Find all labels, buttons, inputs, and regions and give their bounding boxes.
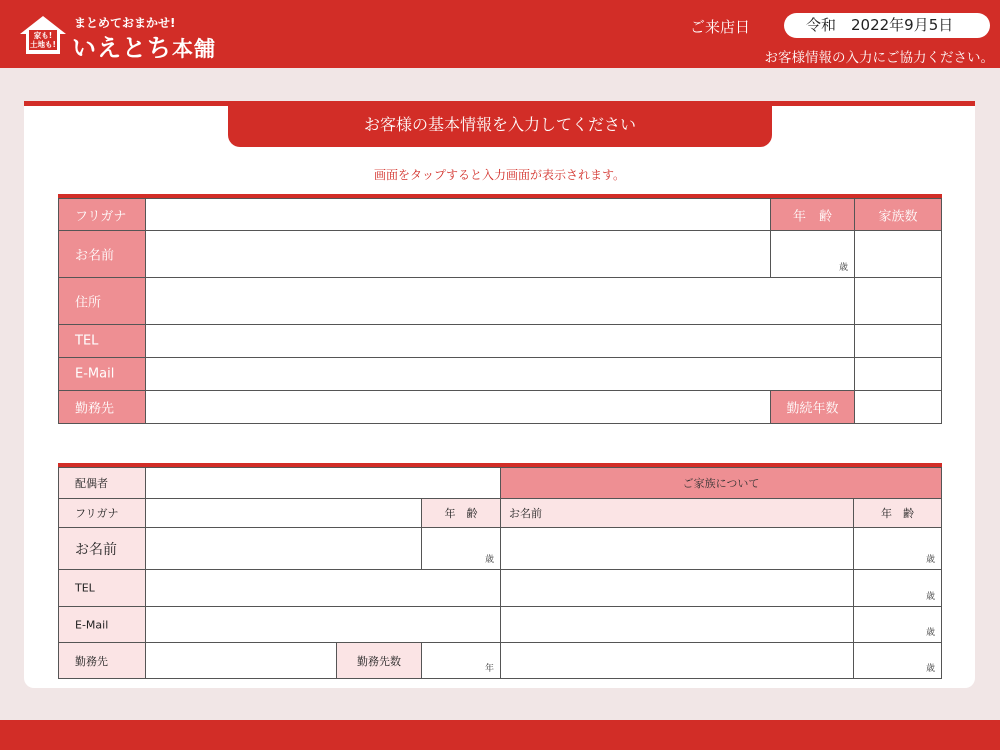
email-label: E-Mail xyxy=(58,357,146,391)
logo-brand-name: いえとち xyxy=(72,34,172,62)
age-input[interactable]: 歳 xyxy=(770,230,855,278)
spouse-furigana-input[interactable] xyxy=(145,498,422,528)
family-member-3-name[interactable] xyxy=(500,606,854,643)
workplace-input[interactable] xyxy=(145,390,771,424)
spouse-years-label: 勤務先数 xyxy=(336,642,422,679)
family-count-label: 家族数 xyxy=(854,198,942,231)
address-input[interactable] xyxy=(145,277,855,325)
customer-form-card xyxy=(24,101,975,688)
furigana-label: フリガナ xyxy=(58,198,146,231)
visit-date-field[interactable]: 令和 2022年9月5日 xyxy=(784,13,990,38)
logo-brand-suffix: 本舗 xyxy=(172,37,216,61)
family-member-2-name[interactable] xyxy=(500,569,854,607)
family-count-extra-3[interactable] xyxy=(854,357,942,391)
workplace-label: 勤務先 xyxy=(58,390,146,424)
family-age-header: 年 齢 xyxy=(853,498,942,528)
family-member-4-name[interactable] xyxy=(500,642,854,679)
furigana-input[interactable] xyxy=(145,198,771,231)
family-info-table xyxy=(58,463,942,678)
top-bar xyxy=(0,0,1000,68)
family-count-extra-2[interactable] xyxy=(854,324,942,358)
years-employed-label: 勤続年数 xyxy=(770,390,855,424)
family-member-3-age[interactable]: 歳 xyxy=(853,606,942,643)
email-input[interactable] xyxy=(145,357,855,391)
logo-brand xyxy=(72,28,216,63)
spouse-age-label: 年 齢 xyxy=(421,498,501,528)
basic-info-table xyxy=(58,194,942,423)
spouse-workplace-label: 勤務先 xyxy=(58,642,146,679)
spouse-furigana-label: フリガナ xyxy=(58,498,146,528)
tel-label: TEL xyxy=(58,324,146,358)
spouse-years-input[interactable]: 年 xyxy=(421,642,501,679)
name-input[interactable] xyxy=(145,230,771,278)
family-count-extra-1[interactable] xyxy=(854,277,942,325)
years-employed-input[interactable] xyxy=(854,390,942,424)
age-label: 年 齢 xyxy=(770,198,855,231)
house-logo-icon xyxy=(18,14,68,56)
visit-date-label: ご来店日 xyxy=(690,18,751,36)
spouse-workplace-input[interactable] xyxy=(145,642,337,679)
family-member-1-age[interactable]: 歳 xyxy=(853,527,942,570)
logo-badge: 家も! xyxy=(33,31,53,40)
spouse-email-label: E-Mail xyxy=(58,606,146,643)
bottom-bar xyxy=(0,720,1000,750)
family-member-1-name[interactable] xyxy=(500,527,854,570)
family-name-header: お名前 xyxy=(500,498,854,528)
family-member-2-age[interactable]: 歳 xyxy=(853,569,942,607)
name-label: お名前 xyxy=(58,230,146,278)
form-title: お客様の基本情報を入力してください xyxy=(228,106,772,147)
family-count-input[interactable] xyxy=(854,230,942,278)
spouse-email-input[interactable] xyxy=(145,606,501,643)
spouse-name-input[interactable] xyxy=(145,527,422,570)
logo xyxy=(18,12,238,62)
spouse-age-input[interactable]: 歳 xyxy=(421,527,501,570)
svg-text:土地も!: 土地も! xyxy=(30,40,56,49)
family-about-header: ご家族について xyxy=(500,467,942,499)
spouse-label: 配偶者 xyxy=(58,467,146,499)
spouse-tel-input[interactable] xyxy=(145,569,501,607)
spouse-input[interactable] xyxy=(145,467,501,499)
spouse-tel-label: TEL xyxy=(58,569,146,607)
tel-input[interactable] xyxy=(145,324,855,358)
family-member-4-age[interactable]: 歳 xyxy=(853,642,942,679)
address-label: 住所 xyxy=(58,277,146,325)
spouse-name-label: お名前 xyxy=(58,527,146,570)
tap-hint: 画面をタップすると入力画面が表示されます。 xyxy=(373,168,626,182)
cooperate-message: お客様情報の入力にご協力ください。 xyxy=(764,50,994,66)
logo-tagline: まとめておまかせ! xyxy=(74,16,176,30)
